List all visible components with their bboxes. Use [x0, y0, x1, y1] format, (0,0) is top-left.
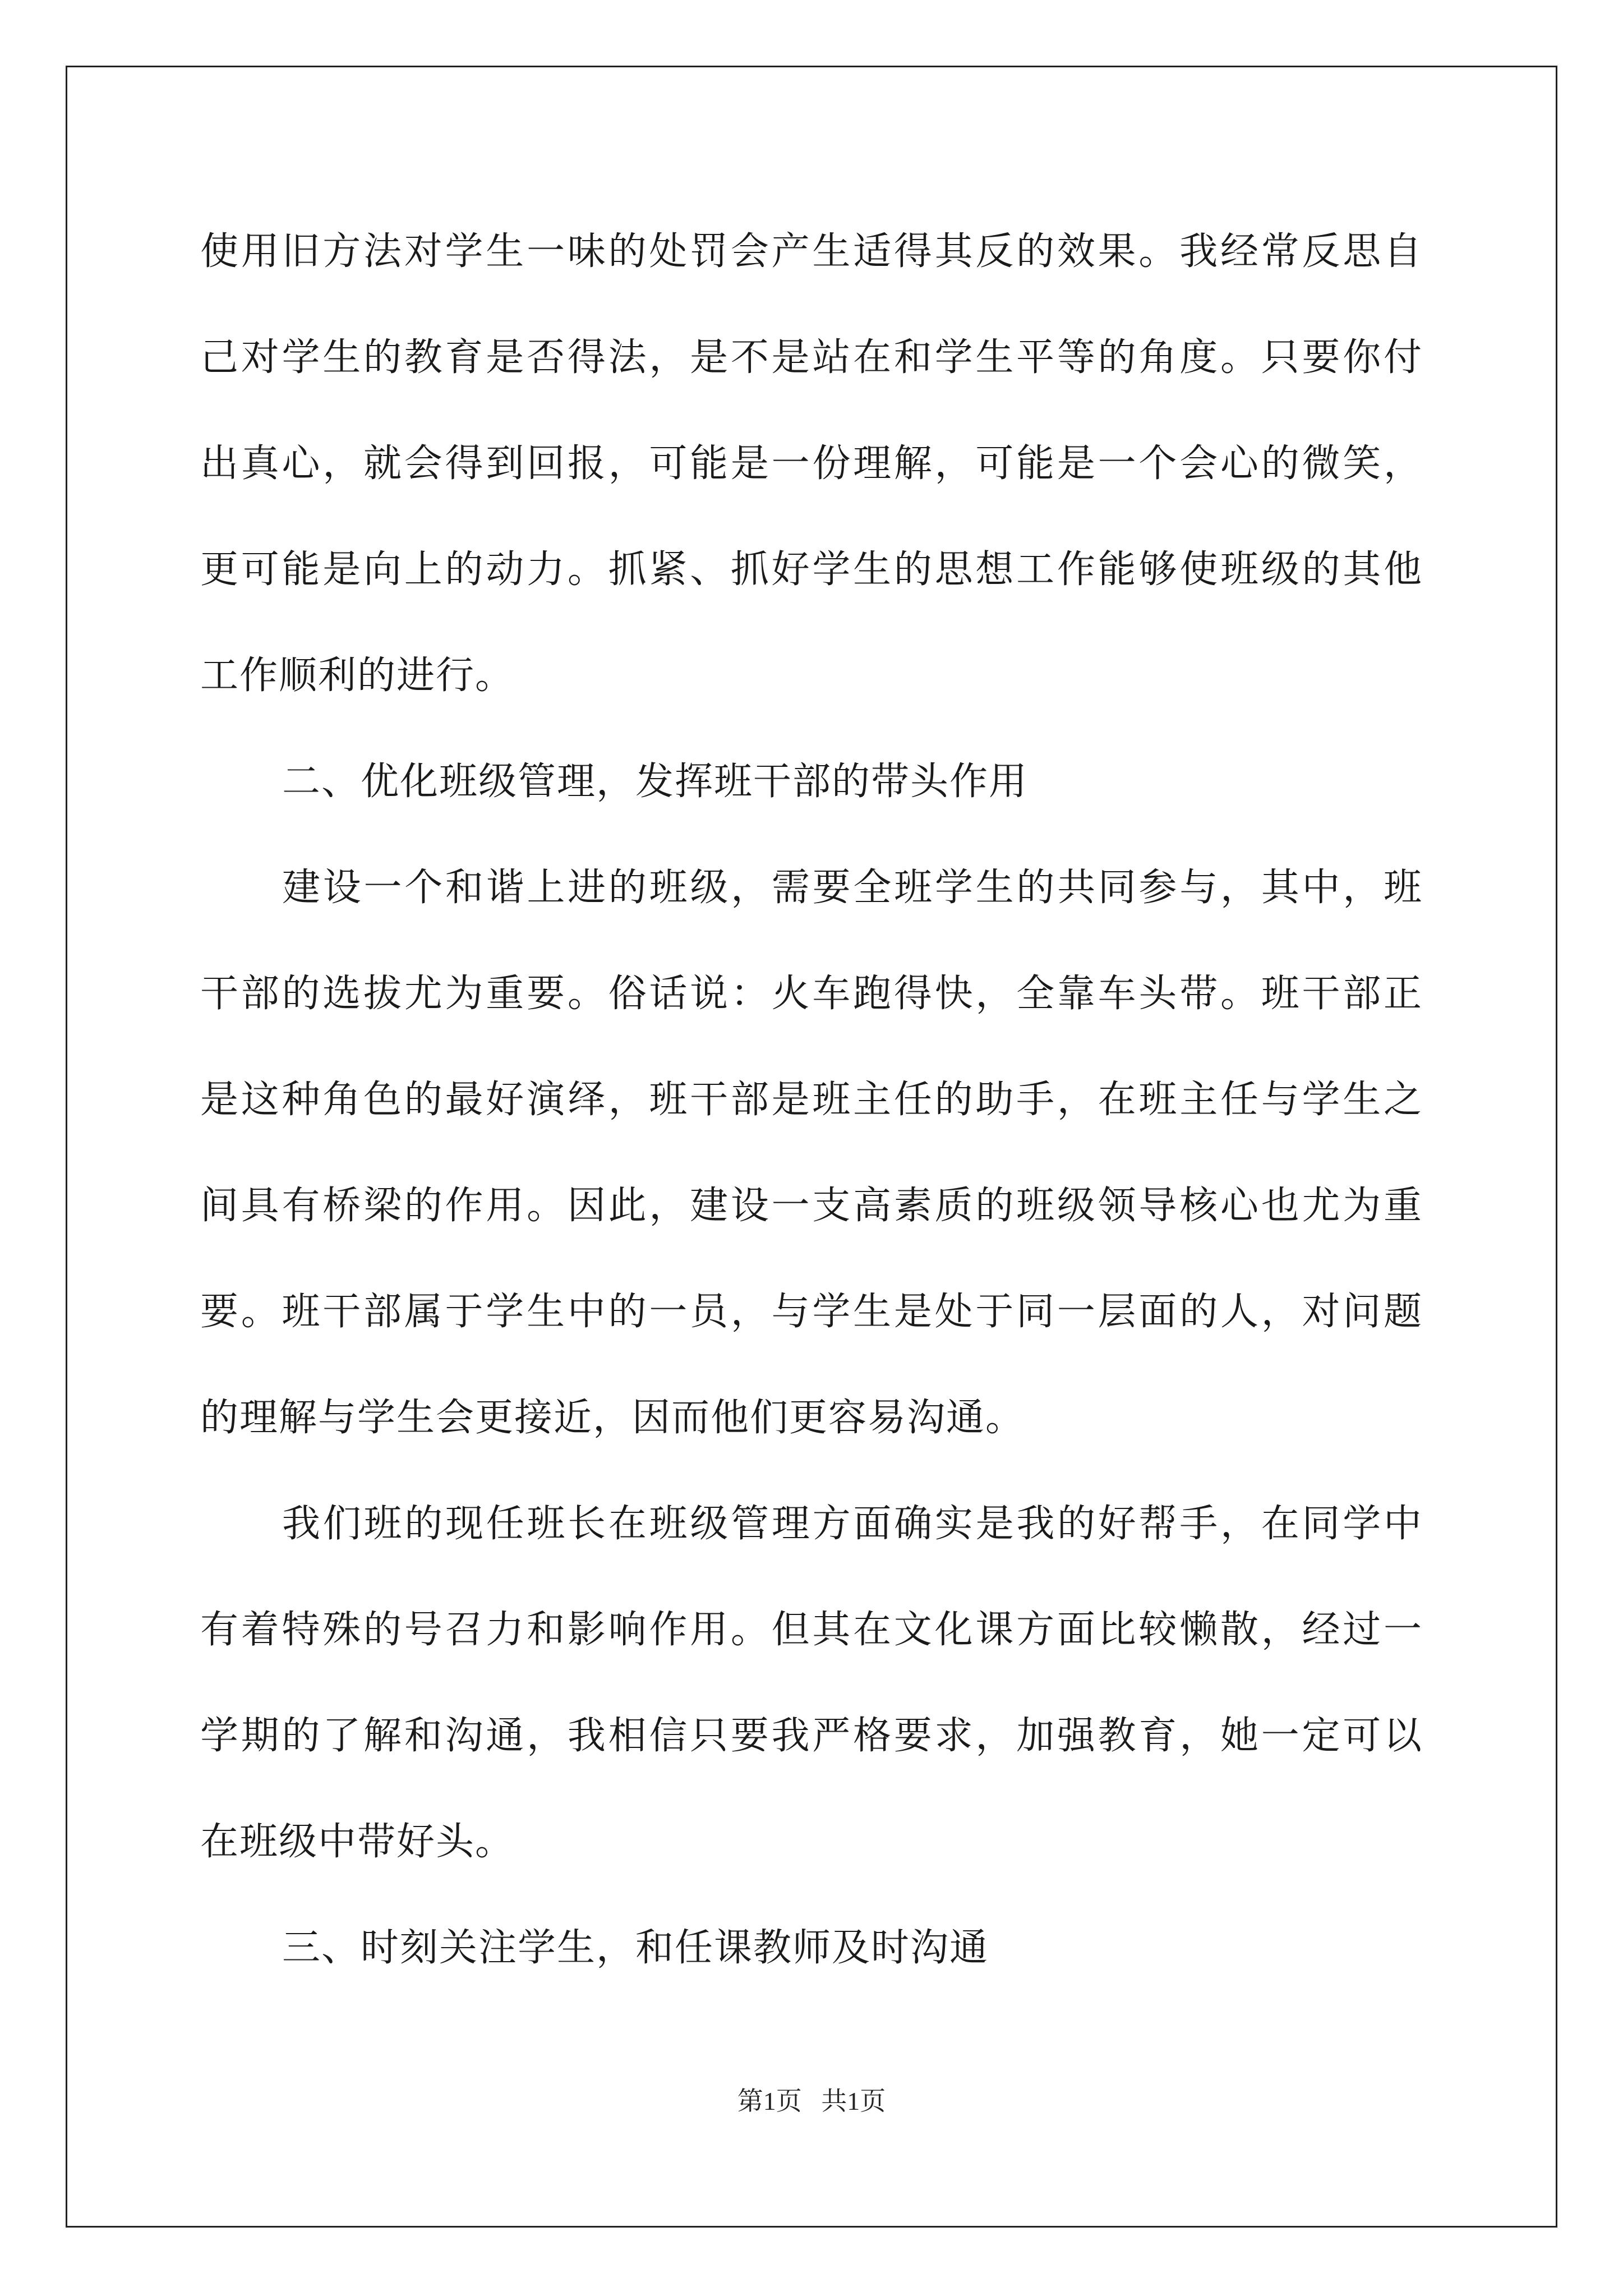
- text-line: 有着特殊的号召力和影响作用。但其在文化课方面比较懒散，经过一: [200, 1608, 1423, 1652]
- text-line: 出真心，就会得到回报，可能是一份理解，可能是一个会心的微笑，: [200, 441, 1423, 486]
- text-line: 使用旧方法对学生一味的处罚会产生适得其反的效果。我经常反思自: [200, 229, 1423, 274]
- page-number-footer: 第1页 共1页: [737, 2087, 886, 2115]
- paragraph: [200, 835, 1423, 1471]
- paragraph: [200, 1471, 1423, 1895]
- text-line: 我们班的现任班长在班级管理方面确实是我的好帮手，在同学中: [282, 1502, 1423, 1546]
- text-line: 干部的选拔尤为重要。俗话说：火车跑得快，全靠车头带。班干部正: [200, 972, 1423, 1016]
- section-heading: [200, 1895, 1423, 2001]
- text-line: 建设一个和谐上进的班级，需要全班学生的共同参与，其中，班: [282, 866, 1423, 910]
- text-line: 要。班干部属于学生中的一员，与学生是处于同一层面的人，对问题: [200, 1290, 1423, 1334]
- text-line: 工作顺利的进行。: [200, 654, 515, 698]
- text-line: 间具有桥梁的作用。因此，建设一支高素质的班级领导核心也尤为重: [200, 1184, 1423, 1228]
- text-line: 己对学生的教育是否得法，是不是站在和学生平等的角度。只要你付: [200, 335, 1423, 380]
- text-line: 在班级中带好头。: [200, 1820, 515, 1864]
- paragraph: [200, 199, 1423, 729]
- text-line: 更可能是向上的动力。抓紧、抓好学生的思想工作能够使班级的其他: [200, 547, 1423, 592]
- document-body: [200, 199, 1423, 2001]
- text-line: 是这种角色的最好演绎，班干部是班主任的助手，在班主任与学生之: [200, 1078, 1423, 1122]
- section-heading-text: 三、时刻关注学生，和任课教师及时沟通: [282, 1926, 989, 1970]
- text-line: 的理解与学生会更接近，因而他们更容易沟通。: [200, 1396, 1025, 1440]
- section-heading: [200, 729, 1423, 835]
- section-heading-text: 二、优化班级管理，发挥班干部的带头作用: [282, 760, 1029, 804]
- text-line: 学期的了解和沟通，我相信只要我严格要求，加强教育，她一定可以: [200, 1714, 1423, 1758]
